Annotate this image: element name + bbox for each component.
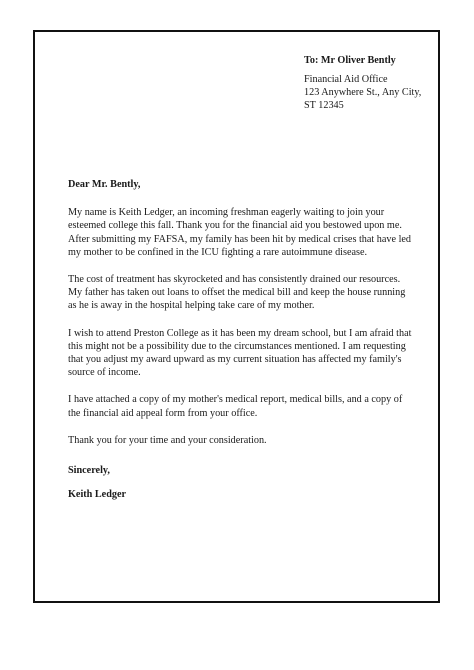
body-paragraph: My name is Keith Ledger, an incoming freshman eagerly waiting to join your esteemed college this fall. Thank you for the financial aid you bestowed upon me. After submitting my FAFSA, my family has been hit by medical crises that have led my mother to be confined in the ICU fighting a rare autoimmune disease. bbox=[68, 207, 412, 258]
salutation: Dear Mr. Bently, bbox=[68, 179, 141, 190]
recipient-address-line: 123 Anywhere St., Any City, bbox=[304, 87, 422, 98]
closing: Sincerely, bbox=[68, 465, 110, 477]
signature: Keith Ledger bbox=[68, 489, 127, 501]
body-paragraph: Thank you for your time and your consideration. bbox=[68, 434, 267, 446]
body-paragraph: I have attached a copy of my mother's medical report, medical bills, and a copy of the financial aid appeal form from your office. bbox=[68, 394, 403, 419]
body-paragraph: I wish to attend Preston College as it has been my dream school, but I am afraid that this might not be a possibility due to the circumstances mentioned. I am requesting that you adjust my award upward as my current situation has affected my family's source of income. bbox=[68, 327, 412, 379]
recipient-address-line: Financial Aid Office bbox=[304, 74, 388, 85]
recipient-block bbox=[304, 54, 434, 112]
letter-body bbox=[68, 178, 413, 501]
body-paragraph: The cost of treatment has skyrocketed and has consistently drained our resources. My father has taken out loans to offset the medical bill and keep the house running as he is away in the hospital helping take care of my mother. bbox=[68, 274, 406, 312]
recipient-name: To: Mr Oliver Bently bbox=[304, 55, 396, 66]
recipient-address-line: ST 12345 bbox=[304, 100, 344, 111]
